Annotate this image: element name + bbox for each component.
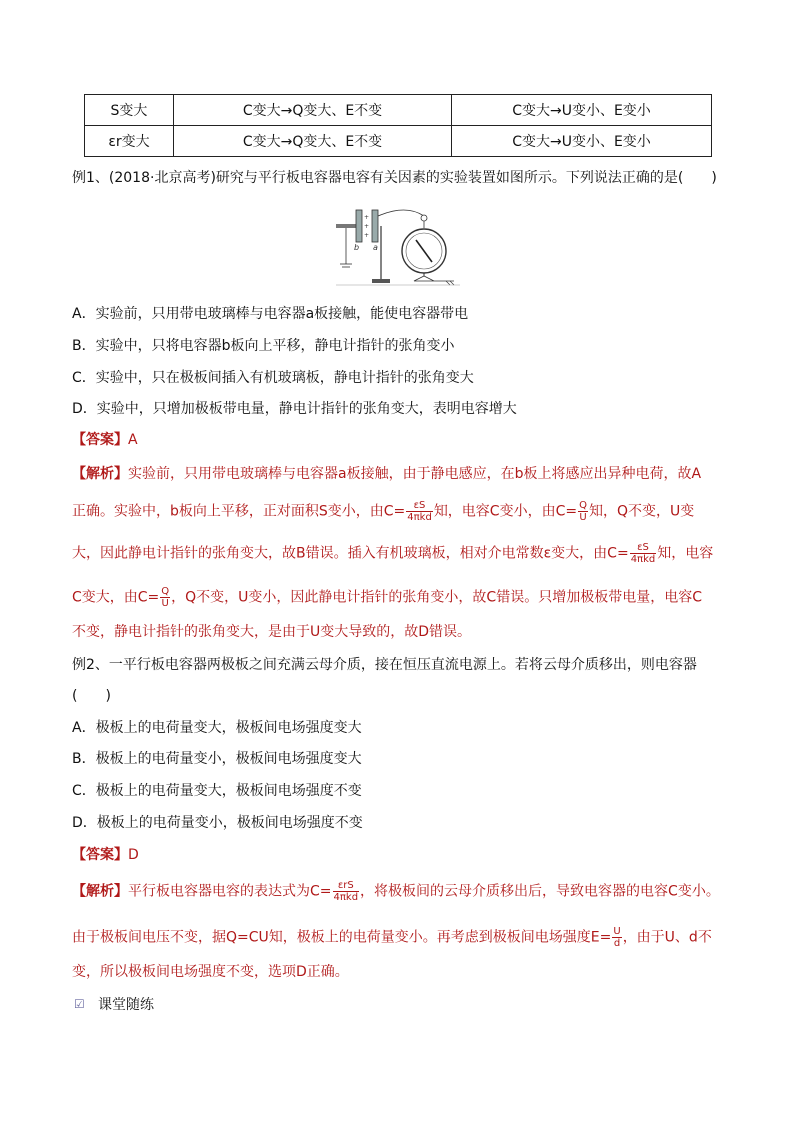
formula-fraction xyxy=(406,500,433,523)
fraction-denominator: 4πkd xyxy=(333,892,359,903)
checkbox-icon: ☑ xyxy=(74,997,85,1011)
example2-option-b: B．极板上的电荷量变小，极板间电场强度变大 xyxy=(72,751,362,767)
example2-option-a: A．极板上的电荷量变大，极板间电场强度变大 xyxy=(72,720,362,736)
fraction-numerator: εrS xyxy=(333,880,360,892)
table-row xyxy=(85,126,712,157)
analysis-text: 知，Q不变，U变 xyxy=(588,503,695,520)
example1-analysis-line1 xyxy=(72,464,701,484)
analysis-text: 平行板电容器电容的表达式为C= xyxy=(128,883,332,900)
example1-question: 例1、(2018·北京高考)研究与平行板电容器电容有关因素的实验装置如图所示。下列说法正确的是( ) xyxy=(72,170,717,186)
example1-option-d: D．实验中，只增加极板带电量，静电计指针的张角变大，表明电容增大 xyxy=(72,401,517,417)
fraction-numerator: εS xyxy=(630,542,657,554)
fraction-denominator: d xyxy=(613,938,621,949)
example2-option-c: C．极板上的电荷量变大，极板间电场强度不变 xyxy=(72,783,362,799)
example2-analysis-line1 xyxy=(72,880,720,903)
table-cell: C变大→U变小、E变小 xyxy=(452,95,712,126)
svg-text:+: + xyxy=(364,232,370,239)
svg-text:+: + xyxy=(364,214,370,221)
analysis-tag: 【解析】 xyxy=(72,466,128,482)
formula-fraction xyxy=(160,586,170,609)
table-cell: S变大 xyxy=(85,95,174,126)
example1-option-b: B．实验中，只将电容器b板向上平移，静电计指针的张角变小 xyxy=(72,338,455,354)
analysis-text: 知，电容 xyxy=(657,545,714,562)
analysis-text: 实验前，只用带电玻璃棒与电容器a板接触，由于静电感应，在b板上将感应出异种电荷，故A xyxy=(128,466,702,482)
plate-b xyxy=(356,210,362,242)
example1-analysis-line2 xyxy=(72,500,694,523)
table-cell: C变大→Q变大、E不变 xyxy=(174,95,452,126)
table-row xyxy=(85,95,712,126)
example2-analysis-line2 xyxy=(72,926,712,949)
section-title: 课堂随练 xyxy=(98,997,154,1013)
example1-analysis-line4 xyxy=(72,586,702,609)
formula-fraction xyxy=(630,542,657,565)
fraction-numerator: Q xyxy=(161,586,170,597)
table-cell: C变大→Q变大、E不变 xyxy=(174,126,452,157)
label-b: b xyxy=(354,243,360,252)
fraction-numerator: U xyxy=(613,926,621,937)
fraction-denominator: U xyxy=(579,512,587,523)
analysis-text: 正确。实验中，b板向上平移，正对面积S变小，由C= xyxy=(72,503,406,520)
analysis-text: 由于极板间电压不变，据Q=CU知，极板上的电荷量变小。再考虑到极板间电场强度E= xyxy=(72,929,612,946)
fraction-denominator: U xyxy=(161,598,169,609)
answer-value: D xyxy=(128,847,139,863)
formula-fraction xyxy=(333,880,360,903)
example1-analysis-line3 xyxy=(72,542,713,565)
analysis-text: 知，电容C变小，由C= xyxy=(433,503,578,520)
analysis-text: 大，因此静电计指针的张角变大，故B错误。插入有机玻璃板，相对介电常数ε变大，由C= xyxy=(72,545,629,562)
answer-value: A xyxy=(128,432,138,448)
example2-question: 例2、一平行板电容器两极板之间充满云母介质，接在恒压直流电源上。若将云母介质移出，则电容器 xyxy=(72,657,697,673)
fraction-denominator: 4πkd xyxy=(407,512,432,523)
analysis-tag: 【解析】 xyxy=(72,883,128,900)
example2-paren: ( ) xyxy=(72,688,111,704)
plate-a xyxy=(372,210,378,242)
label-a: a xyxy=(373,243,378,252)
handle-rod xyxy=(336,224,356,228)
example1-option-a: A．实验前，只用带电玻璃棒与电容器a板接触，能使电容器带电 xyxy=(72,306,469,322)
table-cell: εr变大 xyxy=(85,126,174,157)
formula-fraction xyxy=(612,926,621,949)
fraction-denominator: 4πkd xyxy=(630,554,656,565)
analysis-text: ，由于U、d不 xyxy=(622,929,712,946)
formula-fraction xyxy=(578,500,588,523)
comparison-table xyxy=(84,94,712,157)
example1-option-c: C．实验中，只在极板间插入有机玻璃板，静电计指针的张角变大 xyxy=(72,370,474,386)
example2-answer xyxy=(72,845,139,865)
example1-analysis-line5: 不变，静电计指针的张角变大，是由于U变大导致的，故D错误。 xyxy=(72,624,472,640)
fraction-numerator: εS xyxy=(406,500,433,512)
example2-option-d: D．极板上的电荷量变小，极板间电场强度不变 xyxy=(72,815,363,831)
example2-analysis-line3: 变，所以极板间电场强度不变，选项D正确。 xyxy=(72,964,349,980)
analysis-text: ，将极板间的云母介质移出后，导致电容器的电容C变小。 xyxy=(360,883,720,900)
answer-tag: 【答案】 xyxy=(72,432,128,448)
answer-tag: 【答案】 xyxy=(72,847,128,863)
apparatus-figure xyxy=(336,206,460,286)
svg-text:+: + xyxy=(364,223,370,230)
table-cell: C变大→U变小、E变小 xyxy=(452,126,712,157)
example1-answer xyxy=(72,430,138,450)
analysis-text: ，Q不变，U变小，因此静电计指针的张角变小，故C错误。只增加极板带电量，电容C xyxy=(171,589,702,606)
stand-base xyxy=(372,279,390,283)
analysis-text: C变大，由C= xyxy=(72,589,160,606)
fraction-numerator: Q xyxy=(579,500,587,511)
